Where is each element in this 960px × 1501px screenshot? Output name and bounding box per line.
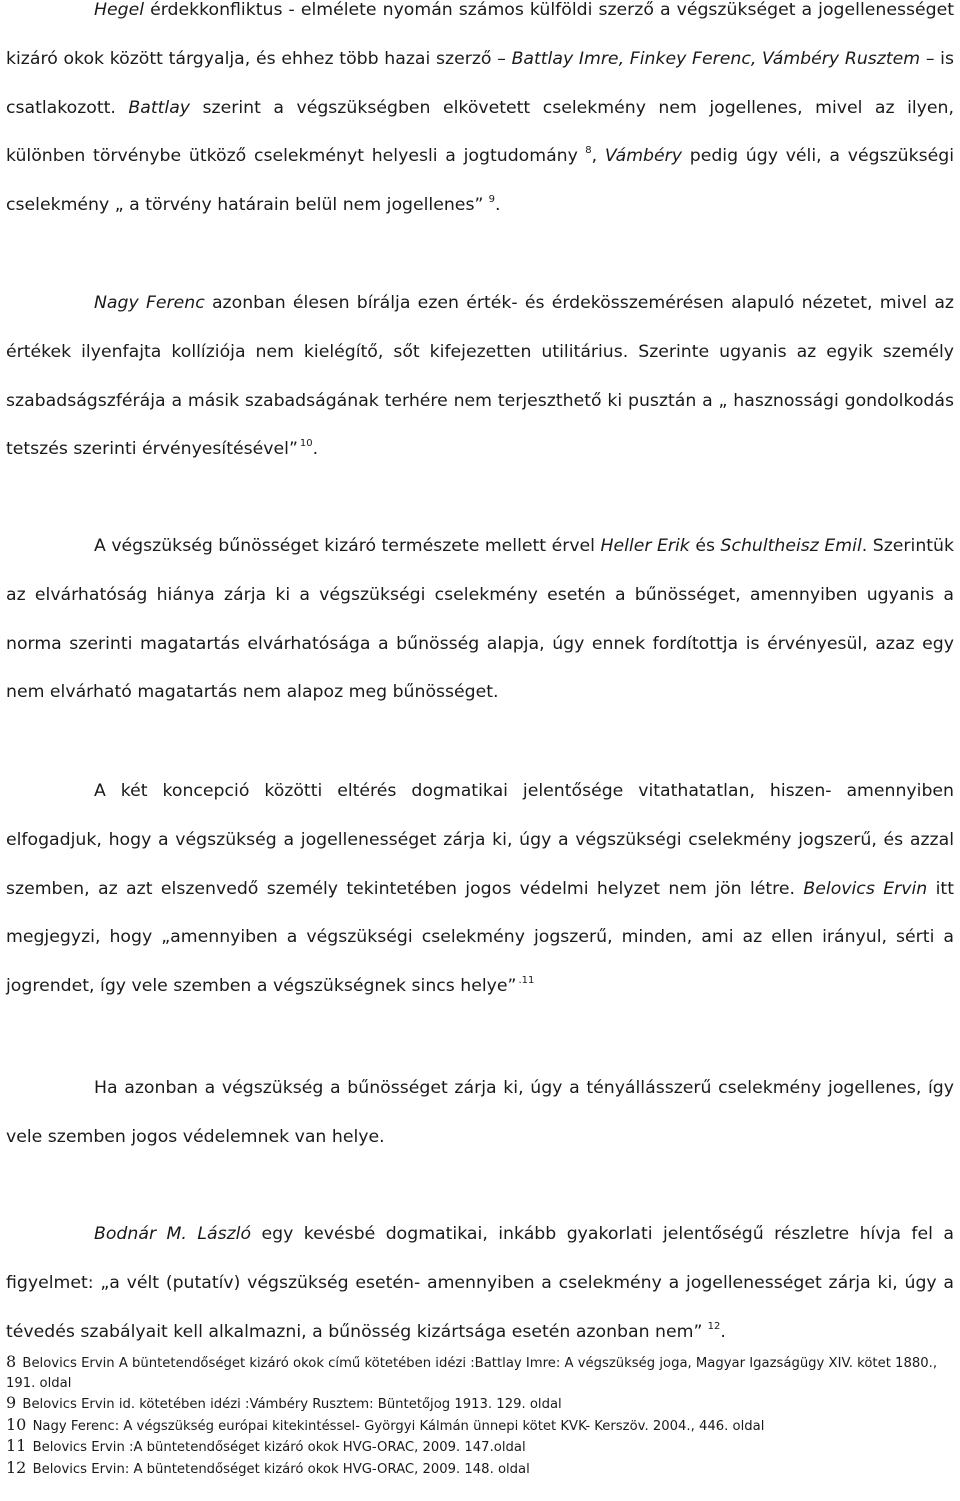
- text-run: – is csatlakozott.: [6, 48, 954, 118]
- footnote-number: 11: [6, 1436, 27, 1455]
- footnote-12: [6, 1458, 954, 1480]
- footnote-text: Belovics Ervin :A büntetendőséget kizáró okok HVG-ORAC, 2009. 147.oldal: [32, 1440, 526, 1455]
- paragraph-nagy-ferenc: [6, 279, 954, 474]
- author-name: Schultheisz Emil: [720, 536, 862, 556]
- author-name: Battlay: [128, 97, 191, 118]
- footnote-reference: 8: [579, 145, 592, 157]
- paragraph-hegel-conflict: [6, 0, 954, 230]
- text-run: egy kevésbé dogmatikai, inkább gyakorlati jelentőségű részletre hívja fel a figyelmet: „a vélt (putatív) végszükség esetén- amennyiben a cselekmény a jogellenességet zárja ki, úgy a tévedés szabályait kell alkalmazni, a bűnösség kizártsága esetén azonban nem”: [6, 1224, 954, 1342]
- text-run: azonban élesen bírálja ezen érték- és érdekösszemérésen alapuló nézetet, mivel az értékek ilyenfajta kollíziója nem kielégítő, sőt kifejezetten utilitárius. Szerinte ugyanis az egyik személy szabadságszférája a másik szabadságának terhére nem terjeszthető ki pusztán a „ hasznossági gondolkodás tetszés szerinti érvényesítésével”: [6, 293, 954, 460]
- text-run: .: [720, 1321, 726, 1342]
- footnote-text: Belovics Ervin A büntetendőséget kizáró okok című kötetében idézi :Battlay Imre: A végszükség joga, Magyar Igazságügy XIV. kötet 1880., 191. oldal: [6, 1356, 938, 1391]
- paragraph-bodnar-laszlo: [6, 1210, 954, 1356]
- footnote-8: [6, 1352, 954, 1393]
- footnote-text: Belovics Ervin: A büntetendőséget kizáró okok HVG-ORAC, 2009. 148. oldal: [32, 1461, 530, 1477]
- text-run: pedig úgy véli, a végszükségi cselekmény „ a törvény határain belül nem jogellenes”: [6, 146, 954, 216]
- author-name: Vámbéry: [604, 146, 682, 167]
- text-run: .: [494, 195, 501, 216]
- paragraph-heller-schultheisz: [6, 522, 954, 717]
- footnote-9: [6, 1393, 954, 1415]
- paragraph-two-concepts: [6, 767, 954, 1011]
- footnote-reference: 12: [704, 1320, 721, 1332]
- text-run: és: [689, 536, 721, 556]
- author-name: Battlay Imre, Finkey Ferenc, Vámbéry Rusztem: [511, 48, 921, 69]
- footnote-reference: 10: [299, 438, 313, 450]
- text-run: érdekkonfliktus - elmélete nyomán számos külföldi szerző a végszükséget a jogellenességet kizáró okok között tárgyalja, és ehhez több hazai szerző –: [6, 0, 954, 69]
- author-name: Heller Erik: [600, 536, 690, 556]
- footnote-11: [6, 1436, 954, 1458]
- author-name: Nagy Ferenc: [94, 293, 205, 313]
- text-run: A végszükség bűnösséget kizáró természete mellett érvel: [94, 536, 601, 556]
- text-run: A két koncepció közötti eltérés dogmatikai jelentősége vitathatatlan, hiszen- amennyiben elfogadjuk, hogy a végszükség a jogellenességet zárja ki, úgy a végszükségi cselekmény jogszerű, és azzal szemben, az azt elszenvedő személy tekintetében jogos védelmi helyzet nem jön létre.: [6, 781, 954, 899]
- text-run: ,: [591, 146, 605, 167]
- text-run: itt megjegyzi, hogy „amennyiben a végszükségi cselekmény jogszerű, minden, ami az ellen irányul, sérti a jogrendet, így vele szemben a végszükségnek sincs helye”: [6, 878, 954, 997]
- footnote-number: 10: [6, 1414, 27, 1434]
- footnote-10: [6, 1415, 954, 1437]
- text-run: .: [312, 439, 319, 460]
- footnote-number: 8: [6, 1352, 17, 1371]
- text-run: szerint a végszükségben elkövetett cselekmény nem jogellenes, mivel az ilyen, különben törvénybe ütköző cselekményt helyesli a jogtudomány: [6, 97, 954, 167]
- footnote-text: Belovics Ervin id. kötetében idézi :Vámbéry Rusztem: Büntetőjog 1913. 129. oldal: [22, 1397, 562, 1412]
- footnote-text: Nagy Ferenc: A végszükség európai kitekintéssel- Györgyi Kálmán ünnepi kötet KVK- Kerszöv. 2004., 446. oldal: [32, 1418, 765, 1434]
- text-run: Ha azonban a végszükség a bűnösséget zárja ki, úgy a tényállásszerű cselekmény jogellenes, így vele szemben jogos védelemnek van helye.: [6, 1078, 954, 1147]
- paragraph-guilt-exclusion: [6, 1064, 954, 1162]
- author-name: Hegel: [94, 0, 145, 20]
- footnote-reference: 9: [485, 194, 495, 206]
- author-name: Belovics Ervin: [803, 878, 928, 899]
- footnote-reference: .11: [518, 975, 535, 987]
- text-run: . Szerintük az elvárhatóság hiánya zárja ki a végszükségi cselekmény esetén a bűnösséget, amennyiben ugyanis a norma szerinti magatartás elvárhatósága a bűnösség alapja, úgy ennek fordítottja is érvényesül, azaz egy nem elvárható magatartás nem alapoz meg bűnösséget.: [6, 536, 955, 703]
- footnotes: [6, 1352, 954, 1479]
- footnote-number: 12: [6, 1457, 27, 1477]
- author-name: Bodnár M. László: [94, 1224, 252, 1244]
- footnote-number: 9: [6, 1393, 17, 1412]
